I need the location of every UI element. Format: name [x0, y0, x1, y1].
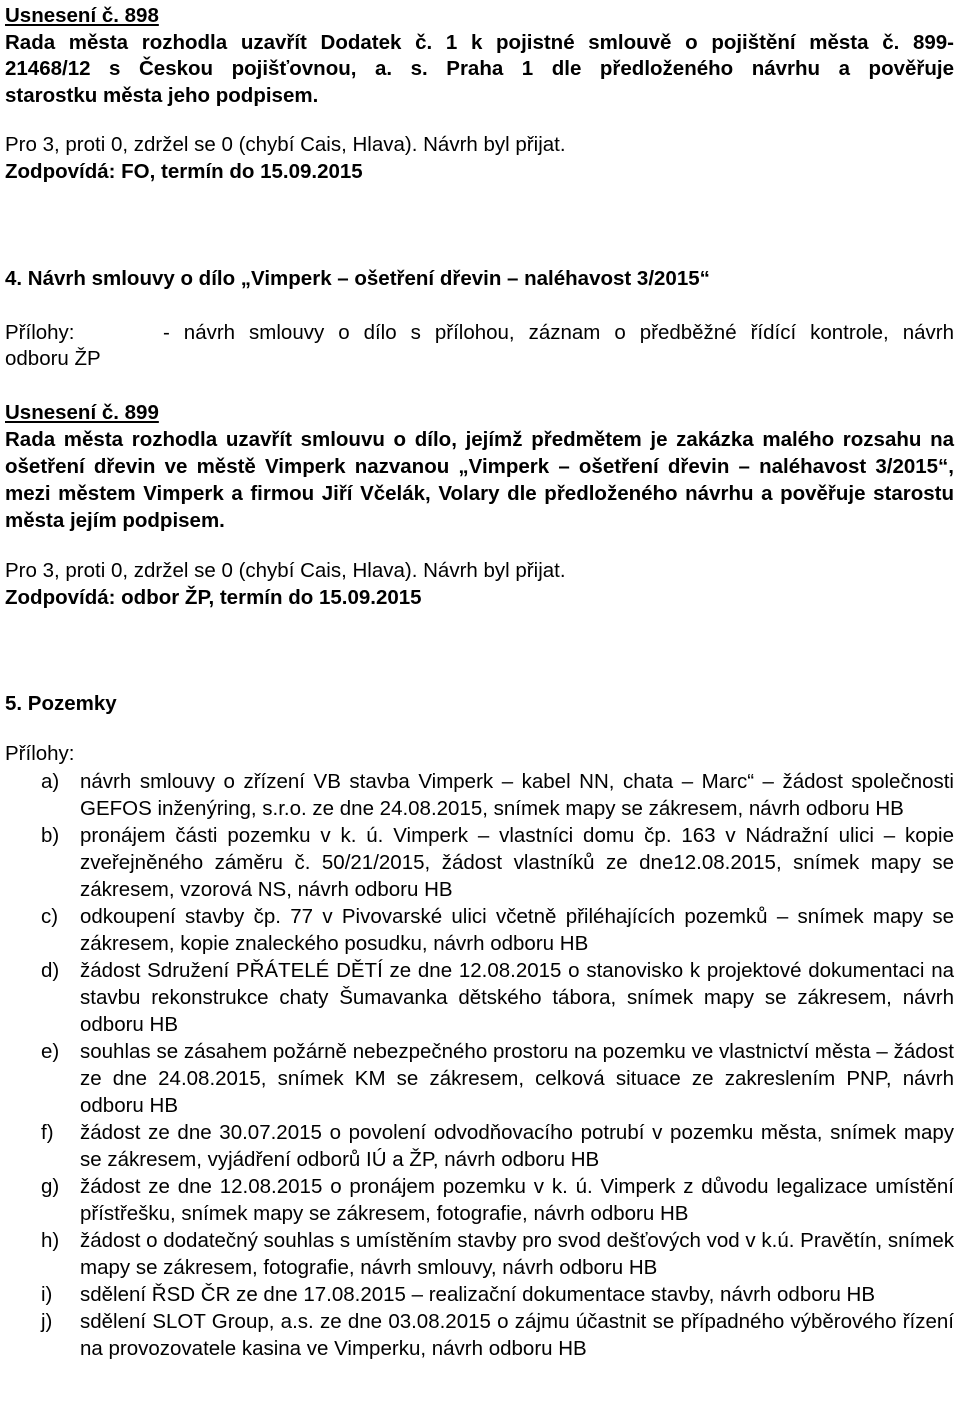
- attachments-label: Přílohy:: [5, 742, 75, 765]
- list-item-text: žádost Sdružení PŘÁTELÉ DĚTÍ ze dne 12.08.2015 o stanovisko k projektové dokumentaci na stavbu rekonstrukce chaty Šumavanka dětského tábora, snímek mapy se zákresem, návrh odboru HB: [80, 959, 954, 1036]
- list-marker: b): [41, 824, 60, 847]
- list-item: [5, 822, 954, 903]
- list-item: [5, 1227, 954, 1281]
- attachments-text: - návrh smlouvy o dílo s přílohou, záznam o předběžné řídící kontrole, návrh: [163, 321, 954, 344]
- list-item-text: pronájem části pozemku v k. ú. Vimperk – vlastníci domu čp. 163 v Nádražní ulici – kopie zveřejněného záměru č. 50/21/2015, žádost vlastníků ze dne12.08.2015, snímek mapy se zákresem, vzorová NS, návrh odboru HB: [80, 824, 954, 901]
- list-item-text: návrh smlouvy o zřízení VB stavba Vimperk – kabel NN, chata – Marc“ – žádost společnosti GEFOS inženýring, s.r.o. ze dne 24.08.2015, snímek mapy se zákresem, návrh odboru HB: [80, 770, 954, 820]
- list-marker: j): [41, 1310, 53, 1333]
- list-item: [5, 1173, 954, 1227]
- agenda-item-heading: 5. Pozemky: [5, 692, 117, 715]
- list-marker: d): [41, 959, 60, 982]
- list-item-text: odkoupení stavby čp. 77 v Pivovarské ulici včetně přiléhajících pozemků – snímek mapy se zákresem, kopie znaleckého posudku, návrh odboru HB: [80, 905, 954, 955]
- list-marker: e): [41, 1040, 60, 1063]
- attachments-label: Přílohy:: [5, 321, 75, 344]
- list-marker: h): [41, 1229, 60, 1252]
- list-item: [5, 768, 954, 822]
- resolution-text: Rada města rozhodla uzavřít smlouvu o dílo, jejímž předmětem je zakázka malého rozsahu na ošetření dřevin ve městě Vimperk nazvanou „Vimperk – ošetření dřevin – naléhavost 3/2015“, mezi městem Vimperk a firmou Jiří Včelák, Volary dle předloženého návrhu a pověřuje starostu města jejím podpisem.: [5, 428, 954, 532]
- responsible-line: Zodpovídá: FO, termín do 15.09.2015: [5, 160, 363, 183]
- list-marker: a): [41, 770, 60, 793]
- attachments-list: [5, 768, 954, 1362]
- list-item: [5, 1038, 954, 1119]
- list-marker: i): [41, 1283, 53, 1306]
- list-item: [5, 1281, 954, 1308]
- list-item: [5, 957, 954, 1038]
- list-item: [5, 903, 954, 957]
- resolution-text-line: 21468/12 s Českou pojišťovnou, a. s. Praha 1 dle předloženého návrhu a pověřuje: [5, 57, 954, 80]
- list-item-text: sdělení ŘSD ČR ze dne 17.08.2015 – realizační dokumentace stavby, návrh odboru HB: [80, 1283, 876, 1306]
- vote-result: Pro 3, proti 0, zdržel se 0 (chybí Cais, Hlava). Návrh byl přijat.: [5, 133, 566, 156]
- responsible-line: Zodpovídá: odbor ŽP, termín do 15.09.2015: [5, 586, 422, 609]
- vote-result: Pro 3, proti 0, zdržel se 0 (chybí Cais, Hlava). Návrh byl přijat.: [5, 559, 566, 582]
- list-item-text: žádost ze dne 12.08.2015 o pronájem pozemku v k. ú. Vimperk z důvodu legalizace umístění přístřešku, snímek mapy se zákresem, fotografie, návrh odboru HB: [80, 1175, 954, 1225]
- list-item: [5, 1119, 954, 1173]
- agenda-item-heading: 4. Návrh smlouvy o dílo „Vimperk – ošetření dřevin – naléhavost 3/2015“: [5, 267, 710, 290]
- list-marker: f): [41, 1121, 54, 1144]
- list-marker: g): [41, 1175, 60, 1198]
- resolution-text-line: Rada města rozhodla uzavřít Dodatek č. 1 k pojistné smlouvě o pojištění města č. 899-: [5, 30, 954, 54]
- list-item: [5, 1308, 954, 1362]
- attachments-continuation: odboru ŽP: [5, 347, 101, 370]
- list-item-text: souhlas se zásahem požárně nebezpečného prostoru na pozemku ve vlastnictví města – žádost ze dne 24.08.2015, snímek KM se zákresem, celková situace ze zakreslením PNP, návrh odboru HB: [80, 1040, 954, 1117]
- list-item-text: žádost o dodatečný souhlas s umístěním stavby pro svod dešťových vod v k.ú. Pravětín, snímek mapy se zákresem, fotografie, návrh smlouvy, návrh odboru HB: [80, 1229, 954, 1279]
- resolution-text-line: starostku města jeho podpisem.: [5, 83, 319, 107]
- list-marker: c): [41, 905, 59, 928]
- list-item-text: sdělení SLOT Group, a.s. ze dne 03.08.2015 o zájmu účastnit se případného výběrového řízení na provozovatele kasina ve Vimperku, návrh odboru HB: [80, 1310, 954, 1360]
- resolution-heading: Usnesení č. 899: [5, 401, 159, 424]
- resolution-898: [5, 3, 954, 109]
- resolution-heading: Usnesení č. 898: [5, 4, 159, 27]
- list-item-text: žádost ze dne 30.07.2015 o povolení odvodňovacího potrubí v pozemku města, snímek mapy se zákresem, vyjádření odborů IÚ a ŽP, návrh odboru HB: [80, 1121, 954, 1171]
